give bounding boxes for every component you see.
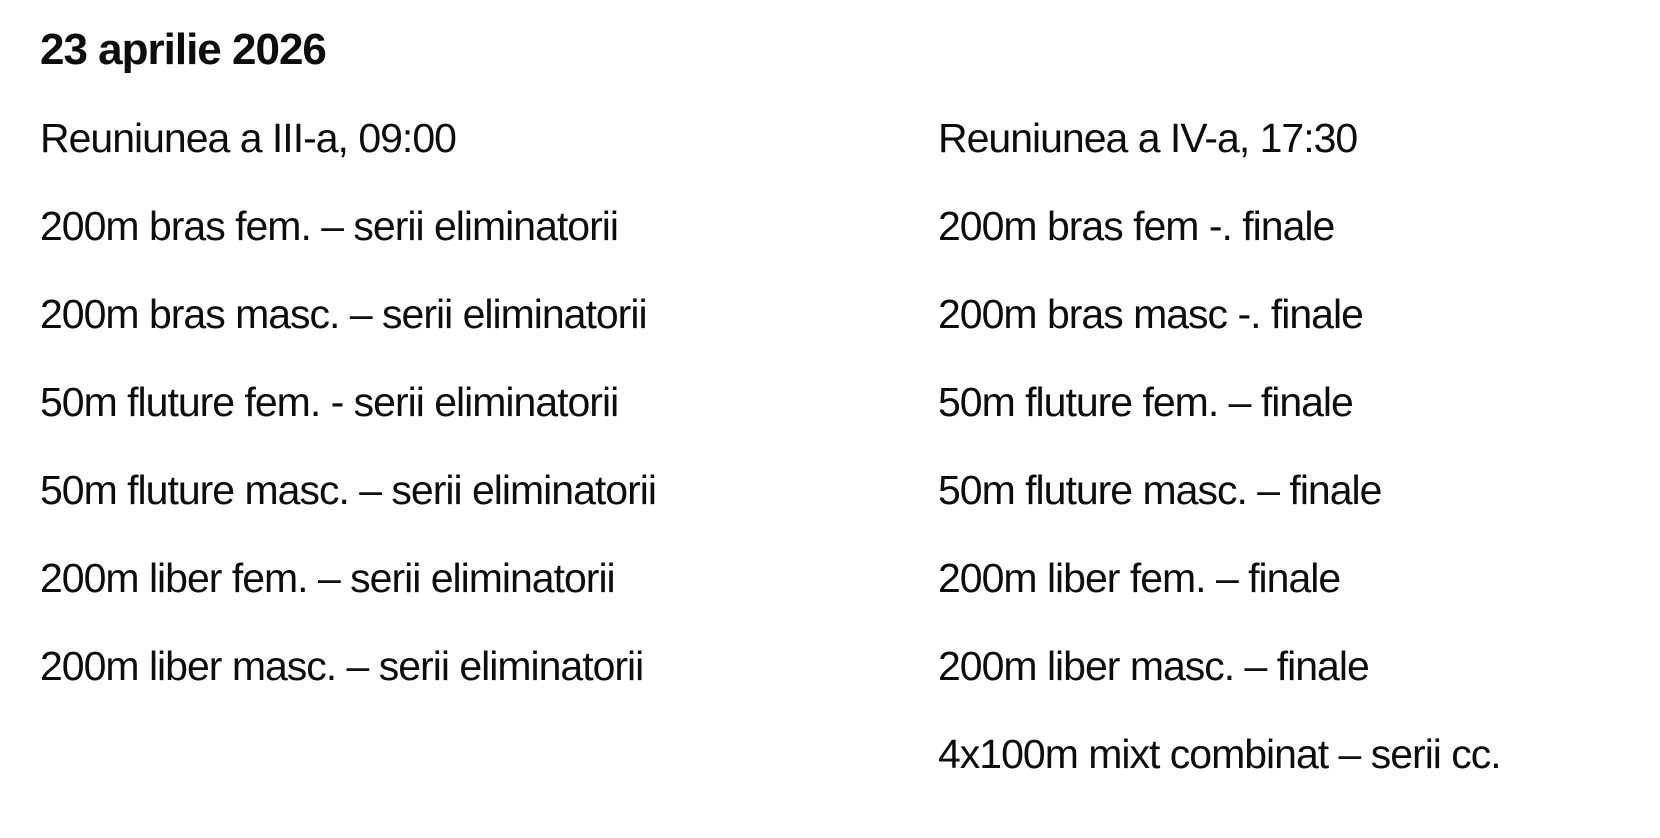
event-item: 200m liber fem. – finale	[938, 555, 1341, 601]
date-heading: 23 aprilie 2026	[40, 25, 326, 74]
event-item: 200m liber masc. – finale	[938, 643, 1369, 689]
event-item: 4x100m mixt combinat – serii cc.	[938, 731, 1501, 777]
event-item: 200m bras masc -. finale	[938, 291, 1363, 337]
session-evening-column	[938, 94, 1640, 798]
event-item: 50m fluture fem. – finale	[938, 379, 1353, 425]
session-title: Reuniunea a IV-a, 17:30	[938, 115, 1358, 161]
event-item: 200m bras masc. – serii eliminatorii	[40, 291, 647, 337]
event-item: 200m liber masc. – serii eliminatorii	[40, 643, 644, 689]
event-item: 200m bras fem -. finale	[938, 203, 1335, 249]
session-title: Reuniunea a III-a, 09:00	[40, 115, 456, 161]
event-item: 50m fluture masc. – serii eliminatorii	[40, 467, 656, 513]
event-item: 200m bras fem. – serii eliminatorii	[40, 203, 618, 249]
event-item: 50m fluture fem. - serii eliminatorii	[40, 379, 619, 425]
event-item: 200m liber fem. – serii eliminatorii	[40, 555, 615, 601]
schedule-columns	[40, 94, 1640, 798]
event-item: 50m fluture masc. – finale	[938, 467, 1382, 513]
session-morning-column	[40, 94, 938, 710]
